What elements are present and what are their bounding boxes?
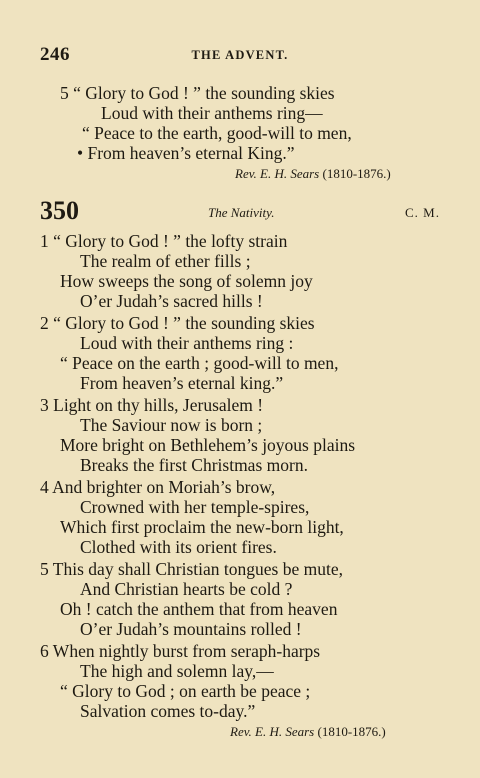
stanza-3-line-1: 3 Light on thy hills, Jerusalem ! xyxy=(40,395,264,415)
stanza-6-line-4: Salvation comes to-day.” xyxy=(80,701,256,721)
stanza-2-line-1: 2 “ Glory to God ! ” the sounding skies xyxy=(40,313,315,333)
author-name: Rev. E. H. Sears xyxy=(230,724,315,739)
stanza-2-line-3: “ Peace on the earth ; good-will to men, xyxy=(60,353,339,373)
stanza-2-line-4: From heaven’s eternal king.” xyxy=(80,373,284,393)
page-number: 246 xyxy=(40,44,70,65)
stanza-5-line-2: And Christian hearts be cold ? xyxy=(80,579,293,599)
stanza-1-line-3: How sweeps the song of solemn joy xyxy=(60,271,313,291)
stanza-4-line-2: Crowned with her temple-spires, xyxy=(80,497,310,517)
stanza-6-line-1: 6 When nightly burst from seraph-harps xyxy=(40,641,321,661)
previous-hymn-line: “ Peace to the earth, good-will to men, xyxy=(82,123,352,143)
hymn-title: The Nativity. xyxy=(208,205,275,220)
stanza-4-line-1: 4 And brighter on Moriah’s brow, xyxy=(40,477,276,497)
stanza-1-line-2: The realm of ether fills ; xyxy=(80,251,251,271)
stanza-6-line-3: “ Glory to God ; on earth be peace ; xyxy=(60,681,311,701)
author-years: (1810-1876.) xyxy=(322,166,391,181)
previous-hymn-signature xyxy=(235,166,391,182)
stanza-5-line-4: O’er Judah’s mountains rolled ! xyxy=(80,619,302,639)
stanza-5-line-3: Oh ! catch the anthem that from heaven xyxy=(60,599,338,619)
stanza-3-line-2: The Saviour now is born ; xyxy=(80,415,263,435)
stanza-4-line-3: Which first proclaim the new-born light, xyxy=(60,517,344,537)
page-header xyxy=(40,44,440,66)
stanza-1-line-4: O’er Judah’s sacred hills ! xyxy=(80,291,263,311)
stanza-3-line-4: Breaks the first Christmas morn. xyxy=(80,455,308,475)
stanza-1-line-1: 1 “ Glory to God ! ” the lofty strain xyxy=(40,231,288,251)
hymn-number: 350 xyxy=(40,196,79,225)
hymn-heading xyxy=(40,196,440,226)
stanza-3-line-3: More bright on Bethlehem’s joyous plains xyxy=(60,435,356,455)
hymn-meter: C. M. xyxy=(405,205,440,220)
author-years: (1810-1876.) xyxy=(317,724,386,739)
author-name: Rev. E. H. Sears xyxy=(235,166,320,181)
hymn-signature xyxy=(230,724,386,740)
previous-hymn-line: 5 “ Glory to God ! ” the sounding skies xyxy=(60,83,335,103)
running-title: THE ADVENT. xyxy=(191,48,289,62)
stanza-4-line-4: Clothed with its orient fires. xyxy=(80,537,277,557)
stanza-2-line-2: Loud with their anthems ring : xyxy=(80,333,294,353)
previous-hymn-line: Loud with their anthems ring— xyxy=(101,103,323,123)
stanza-6-line-2: The high and solemn lay,— xyxy=(80,661,274,681)
stanza-5-line-1: 5 This day shall Christian tongues be mute, xyxy=(40,559,343,579)
previous-hymn-line: • From heaven’s eternal King.” xyxy=(77,143,295,163)
